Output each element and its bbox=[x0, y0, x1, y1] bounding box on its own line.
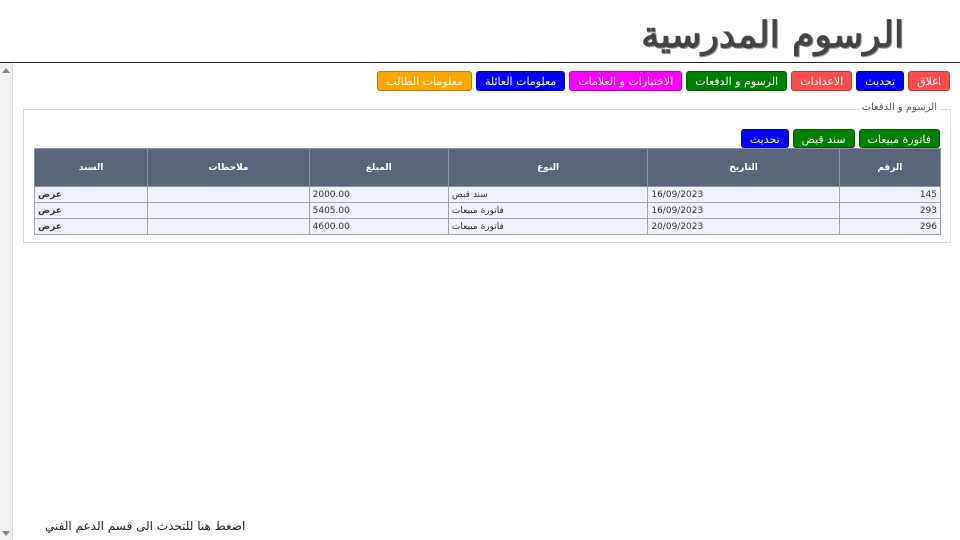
nav-close-button[interactable]: اغلاق bbox=[908, 71, 950, 91]
cell-type: سند قبض bbox=[448, 187, 647, 203]
panel-actions bbox=[741, 129, 940, 148]
view-document-link[interactable]: عرض bbox=[35, 203, 148, 219]
view-document-link[interactable]: عرض bbox=[35, 219, 148, 235]
cell-date: 20/09/2023 bbox=[648, 219, 839, 235]
fees-payments-panel bbox=[23, 102, 951, 243]
col-header-amount[interactable]: المبلغ bbox=[309, 149, 448, 187]
table-row[interactable] bbox=[35, 187, 941, 203]
panel-refresh-button[interactable]: تحديث bbox=[741, 129, 789, 148]
sales-invoice-button[interactable]: فاتورة مبيعات bbox=[859, 129, 940, 148]
scroll-up-arrow-icon[interactable] bbox=[2, 68, 10, 73]
support-link[interactable]: اضغط هنا للتحدث الى قسم الدعم الفني bbox=[45, 519, 246, 533]
table-row[interactable] bbox=[35, 203, 941, 219]
cell-amount: 2000.00 bbox=[309, 187, 448, 203]
cell-date: 16/09/2023 bbox=[648, 203, 839, 219]
nav-family-info-button[interactable]: معلومات العائلة bbox=[476, 71, 565, 91]
cell-number: 145 bbox=[839, 187, 940, 203]
cell-type: فاتورة مبيعات bbox=[448, 203, 647, 219]
top-nav bbox=[377, 71, 950, 91]
table-header-row bbox=[35, 149, 941, 187]
cell-date: 16/09/2023 bbox=[648, 187, 839, 203]
col-header-number[interactable]: الرقم bbox=[839, 149, 940, 187]
table-row[interactable] bbox=[35, 219, 941, 235]
col-header-type[interactable]: النوع bbox=[448, 149, 647, 187]
cell-type: فاتورة مبيعات bbox=[448, 219, 647, 235]
cell-notes bbox=[148, 219, 309, 235]
nav-fees-payments-button[interactable]: الرسوم و الدفعات bbox=[686, 71, 787, 91]
vertical-scrollbar[interactable] bbox=[0, 63, 13, 540]
cell-number: 296 bbox=[839, 219, 940, 235]
col-header-document[interactable]: السند bbox=[35, 149, 148, 187]
col-header-notes[interactable]: ملاحظات bbox=[148, 149, 309, 187]
col-header-date[interactable]: التاريخ bbox=[648, 149, 839, 187]
cell-notes bbox=[148, 203, 309, 219]
cell-notes bbox=[148, 187, 309, 203]
cell-amount: 5405.00 bbox=[309, 203, 448, 219]
nav-refresh-button[interactable]: تحديث bbox=[856, 71, 904, 91]
nav-settings-button[interactable]: الاعدادات bbox=[791, 71, 852, 91]
cell-amount: 4600.00 bbox=[309, 219, 448, 235]
nav-exams-grades-button[interactable]: الاختبارات و العلامات bbox=[569, 71, 682, 91]
panel-legend: الرسوم و الدفعات bbox=[859, 102, 940, 113]
page-title: الرسوم المدرسية bbox=[641, 14, 904, 56]
receipt-voucher-button[interactable]: سند قبض bbox=[793, 129, 855, 148]
fees-table bbox=[34, 148, 941, 235]
cell-number: 293 bbox=[839, 203, 940, 219]
view-document-link[interactable]: عرض bbox=[35, 187, 148, 203]
scroll-down-arrow-icon[interactable] bbox=[2, 531, 10, 536]
nav-student-info-button[interactable]: معلومات الطالب bbox=[377, 71, 472, 91]
